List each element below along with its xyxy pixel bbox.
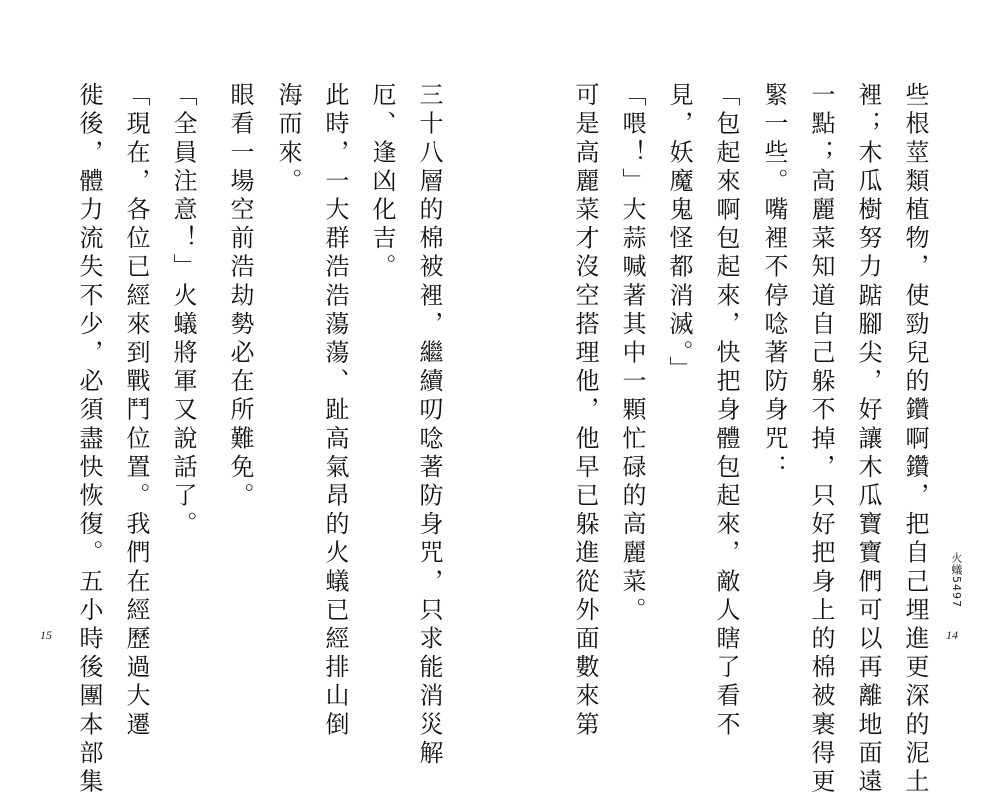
text-column-l4: 海而來。 bbox=[274, 82, 302, 197]
text-column-r8: 可是高麗菜才沒空搭理他，他早已躲進從外面數來第 bbox=[571, 82, 599, 740]
running-head: 火蟻5497 bbox=[950, 552, 963, 608]
text-column-l1: 三十八層的棉被裡，繼續叨唸著防身咒，只求能消災解 bbox=[415, 82, 443, 769]
text-column-r3: 一點；高麗菜知道自己躲不掉，只好把身上的棉被裹得更 bbox=[807, 82, 835, 797]
text-column-r1: 些根莖類植物，使勁兒的鑽啊鑽，把自己埋進更深的泥土 bbox=[901, 82, 929, 797]
text-column-l7: 「現在，各位已經來到戰鬥位置。我們在經歷過大遷 bbox=[122, 82, 150, 740]
text-column-r6: 見，妖魔鬼怪都消滅。」 bbox=[665, 82, 693, 385]
text-column-r7: 「喂！」大蒜喊著其中一顆忙碌的高麗菜。 bbox=[618, 82, 646, 626]
text-column-r2: 裡；木瓜樹努力踮腳尖，好讓木瓜寶寶們可以再離地面遠 bbox=[854, 82, 882, 797]
text-column-r4: 緊一些。嘴裡不停唸著防身咒： bbox=[760, 82, 788, 483]
text-column-l3: 此時，一大群浩浩蕩蕩、趾高氣昂的火蟻已經排山倒 bbox=[321, 82, 349, 740]
text-column-r5: 「包起來啊包起來，快把身體包起來，敵人瞎了看不 bbox=[712, 82, 740, 740]
text-column-l8: 徙後，體力流失不少，必須盡快恢復。五小時後團本部集 bbox=[75, 82, 103, 797]
text-column-l6: 「全員注意！」火蟻將軍又說話了。 bbox=[169, 82, 197, 540]
page-number-right: 14 bbox=[946, 628, 958, 642]
text-column-l5: 眼看一場空前浩劫勢必在所難免。 bbox=[226, 82, 254, 511]
page-number-left: 15 bbox=[40, 628, 52, 642]
text-column-l2: 厄、逢凶化吉。 bbox=[368, 82, 396, 283]
